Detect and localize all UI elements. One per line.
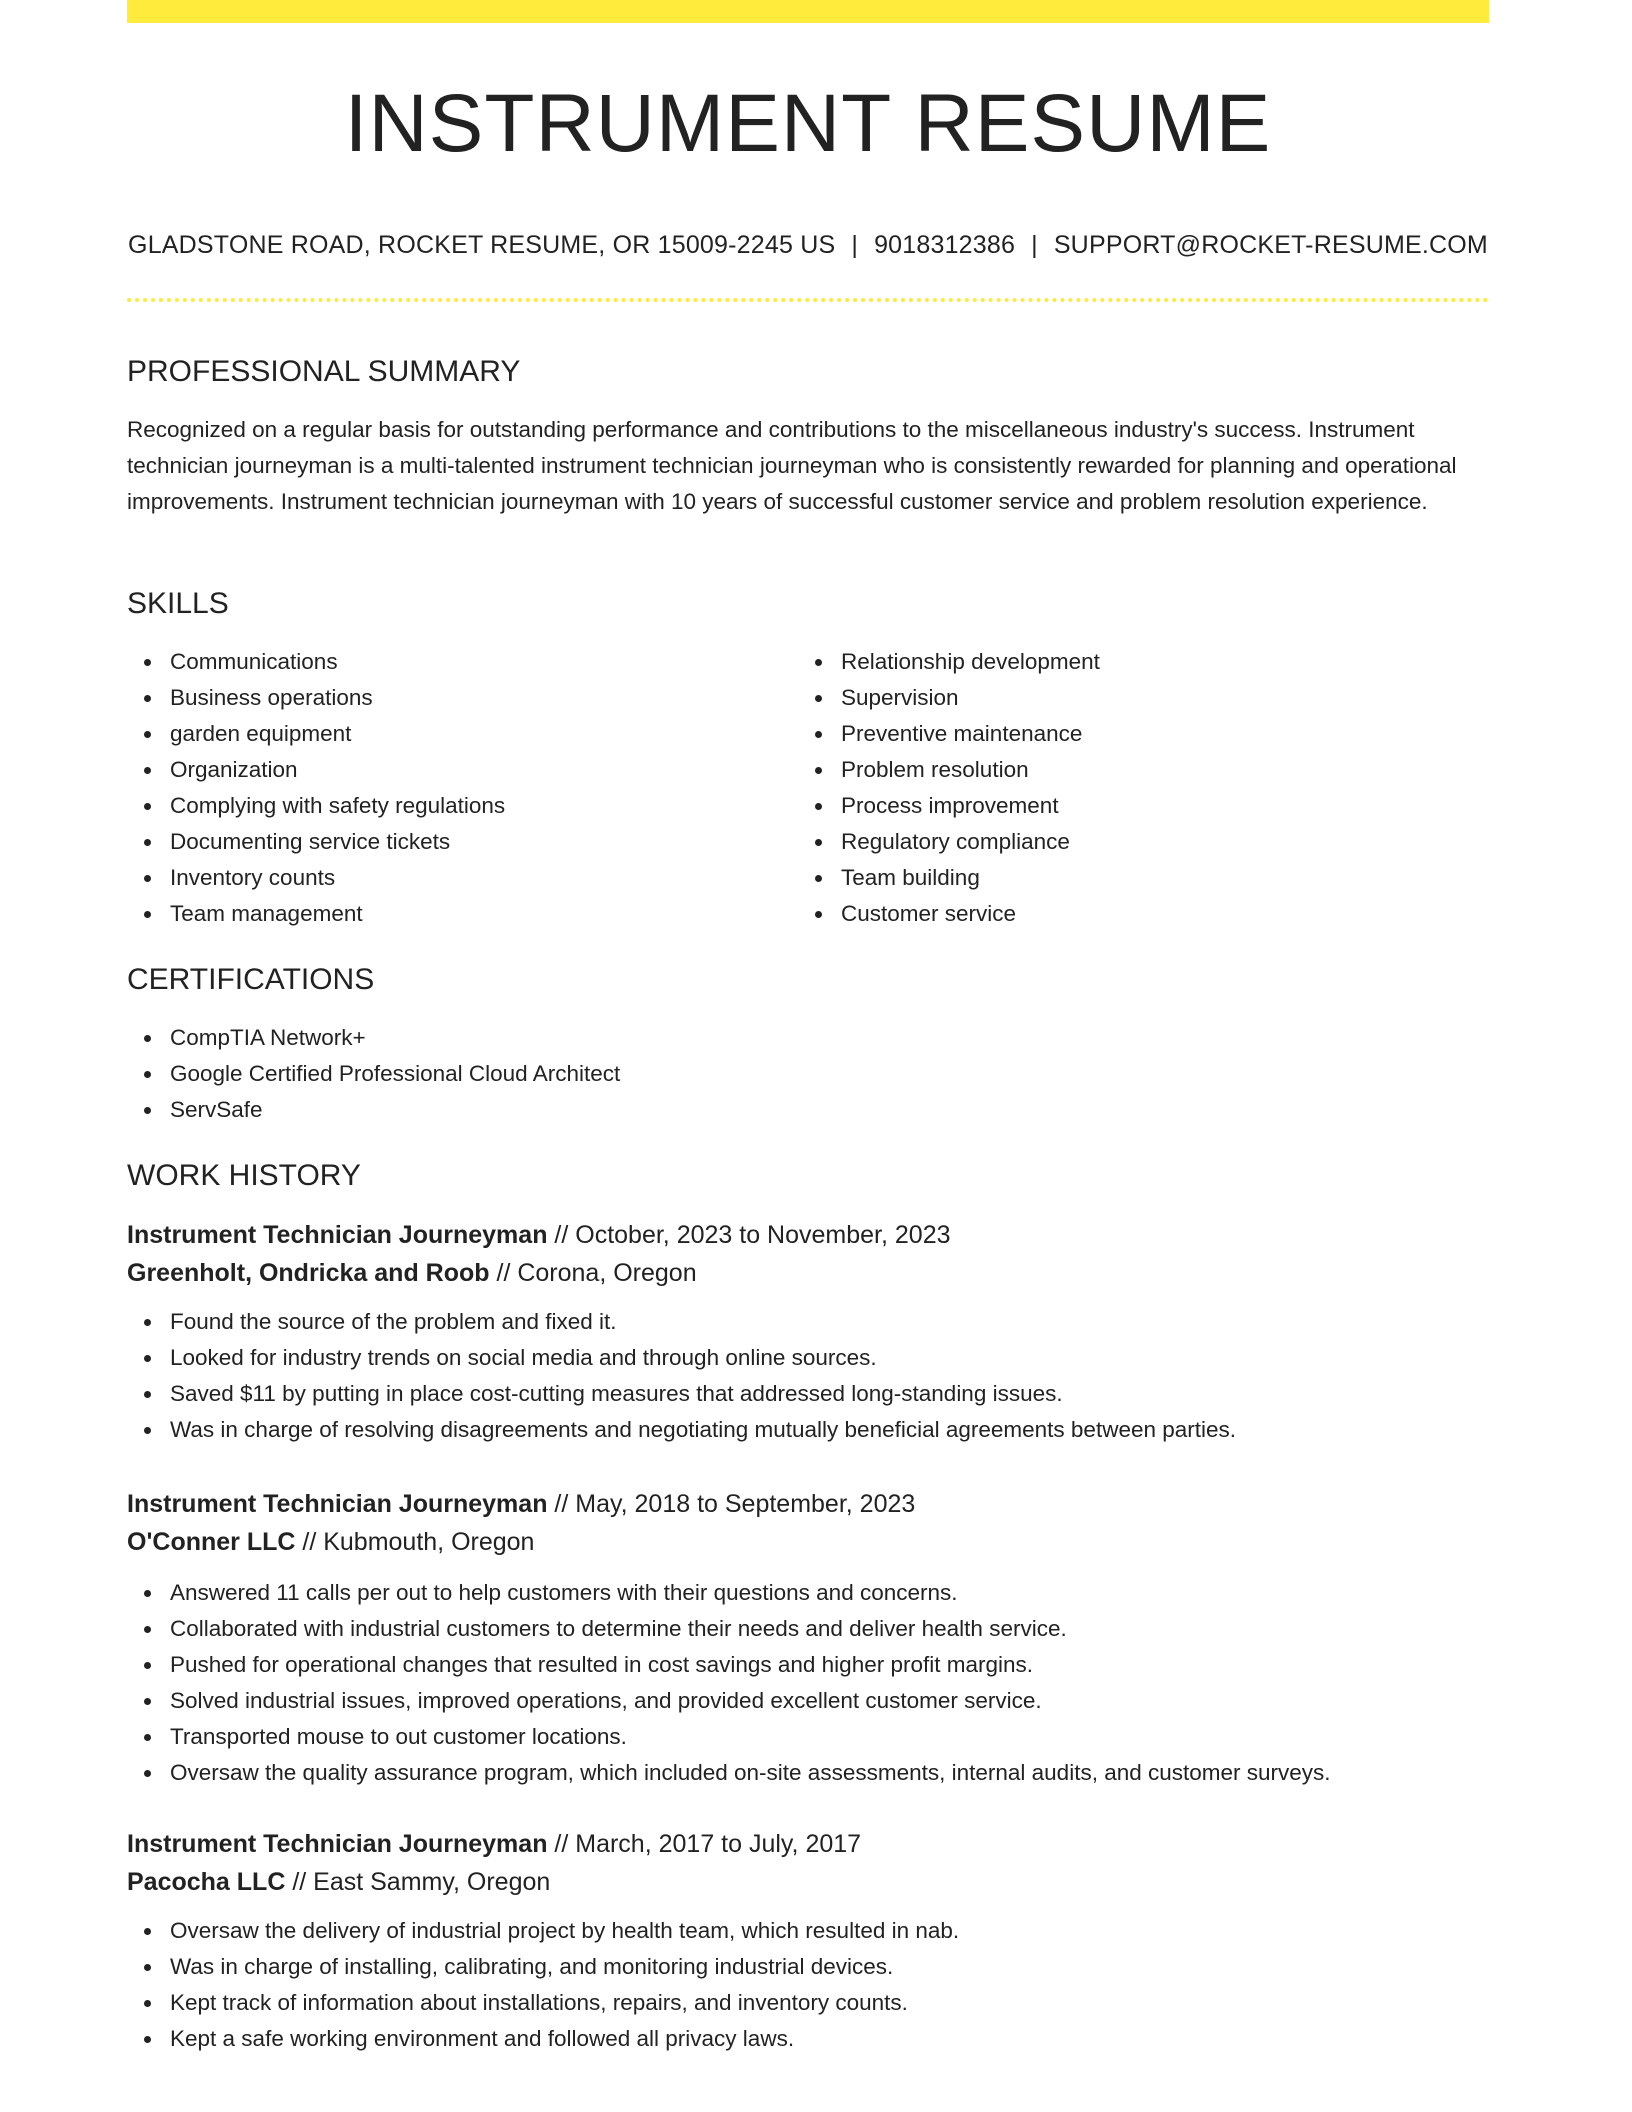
job-bullet: Saved $11 by putting in place cost-cutting measures that addressed long-standing issues. bbox=[170, 1376, 1489, 1412]
job-bullet: Answered 11 calls per out to help customers with their questions and concerns. bbox=[170, 1575, 1489, 1611]
skills-heading: SKILLS bbox=[127, 587, 229, 620]
skill-item: Complying with safety regulations bbox=[170, 788, 798, 824]
job-title-line bbox=[127, 1485, 1489, 1523]
job-company-line bbox=[127, 1863, 1489, 1901]
contact-separator: | bbox=[851, 231, 859, 259]
skill-item: Team management bbox=[170, 896, 798, 932]
job-entry bbox=[127, 1825, 1489, 2057]
job-dates: // May, 2018 to September, 2023 bbox=[547, 1490, 916, 1518]
resume-page bbox=[127, 0, 1489, 2051]
resume-name: INSTRUMENT RESUME bbox=[344, 78, 1272, 169]
job-bullets bbox=[127, 1575, 1489, 1791]
skills-list-left bbox=[127, 644, 798, 932]
certification-item: Google Certified Professional Cloud Architect bbox=[170, 1056, 1489, 1092]
work-history-heading: WORK HISTORY bbox=[127, 1159, 361, 1192]
job-bullet: Oversaw the delivery of industrial project by health team, which resulted in nab. bbox=[170, 1913, 1489, 1949]
job-bullets bbox=[127, 1913, 1489, 2057]
skill-item: Inventory counts bbox=[170, 860, 798, 896]
contact-line bbox=[127, 233, 1489, 258]
job-entry bbox=[127, 1485, 1489, 1791]
skill-item: Business operations bbox=[170, 680, 798, 716]
skill-item: Relationship development bbox=[841, 644, 1441, 680]
job-bullet: Transported mouse to out customer locations. bbox=[170, 1719, 1489, 1755]
summary-text: Recognized on a regular basis for outstanding performance and contributions to the miscellaneous industry's success. Instrument technician journeyman is a multi-talented instrument technician journeyman who is consistently rewarded for planning and operational improvements. Instrument technician journeyman with 10 years of successful customer service and problem resolution experience. bbox=[127, 417, 1457, 514]
job-title: Instrument Technician Journeyman bbox=[127, 1830, 548, 1858]
job-company: Greenholt, Ondricka and Roob bbox=[127, 1259, 490, 1287]
job-dates: // October, 2023 to November, 2023 bbox=[547, 1221, 951, 1249]
job-bullet: Was in charge of installing, calibrating, and monitoring industrial devices. bbox=[170, 1949, 1489, 1985]
skill-item: Documenting service tickets bbox=[170, 824, 798, 860]
summary-section bbox=[127, 357, 1489, 520]
skill-item: Communications bbox=[170, 644, 798, 680]
certifications-list bbox=[127, 1020, 1489, 1128]
skills-columns bbox=[127, 644, 1489, 932]
contact-phone: 9018312386 bbox=[874, 231, 1016, 259]
skill-item: Organization bbox=[170, 752, 798, 788]
work-history-section bbox=[127, 1161, 1489, 1191]
job-title-line bbox=[127, 1825, 1489, 1863]
skills-list-right bbox=[798, 644, 1441, 932]
job-title: Instrument Technician Journeyman bbox=[127, 1490, 548, 1518]
skill-item: Preventive maintenance bbox=[841, 716, 1441, 752]
job-title: Instrument Technician Journeyman bbox=[127, 1221, 548, 1249]
certifications-section bbox=[127, 965, 1489, 1128]
skill-item: Regulatory compliance bbox=[841, 824, 1441, 860]
certification-item: ServSafe bbox=[170, 1092, 1489, 1128]
skill-item: Process improvement bbox=[841, 788, 1441, 824]
job-company: Pacocha LLC bbox=[127, 1868, 286, 1896]
job-bullet: Kept a safe working environment and followed all privacy laws. bbox=[170, 2021, 1489, 2057]
top-accent-bar bbox=[127, 0, 1489, 23]
job-bullet: Kept track of information about installations, repairs, and inventory counts. bbox=[170, 1985, 1489, 2021]
job-bullet: Solved industrial issues, improved operations, and provided excellent customer service. bbox=[170, 1683, 1489, 1719]
dotted-divider bbox=[127, 298, 1489, 302]
certification-item: CompTIA Network+ bbox=[170, 1020, 1489, 1056]
job-company-line bbox=[127, 1254, 1489, 1292]
skill-item: Problem resolution bbox=[841, 752, 1441, 788]
job-bullet: Looked for industry trends on social media and through online sources. bbox=[170, 1340, 1489, 1376]
job-dates: // March, 2017 to July, 2017 bbox=[547, 1830, 862, 1858]
job-bullet: Oversaw the quality assurance program, which included on-site assessments, internal audits, and customer surveys. bbox=[170, 1755, 1489, 1791]
skill-item: Supervision bbox=[841, 680, 1441, 716]
job-bullets bbox=[127, 1304, 1489, 1448]
job-title-line bbox=[127, 1216, 1489, 1254]
skill-item: Team building bbox=[841, 860, 1441, 896]
summary-heading: PROFESSIONAL SUMMARY bbox=[127, 355, 521, 388]
job-entry bbox=[127, 1216, 1489, 1448]
job-location: // Kubmouth, Oregon bbox=[295, 1528, 535, 1556]
contact-address: GLADSTONE ROAD, ROCKET RESUME, OR 15009-2245 US bbox=[128, 231, 836, 259]
certifications-heading: CERTIFICATIONS bbox=[127, 963, 375, 996]
job-company-line bbox=[127, 1523, 1489, 1561]
skill-item: garden equipment bbox=[170, 716, 798, 752]
skills-section bbox=[127, 589, 1489, 932]
job-location: // East Sammy, Oregon bbox=[285, 1868, 551, 1896]
job-location: // Corona, Oregon bbox=[489, 1259, 697, 1287]
job-bullet: Found the source of the problem and fixed it. bbox=[170, 1304, 1489, 1340]
contact-email: SUPPORT@ROCKET-RESUME.COM bbox=[1053, 231, 1488, 259]
job-bullet: Was in charge of resolving disagreements and negotiating mutually beneficial agreements between parties. bbox=[170, 1412, 1489, 1448]
contact-separator: | bbox=[1031, 231, 1038, 259]
job-bullet: Pushed for operational changes that resulted in cost savings and higher profit margins. bbox=[170, 1647, 1489, 1683]
job-bullet: Collaborated with industrial customers to determine their needs and deliver health service. bbox=[170, 1611, 1489, 1647]
job-company: O'Conner LLC bbox=[127, 1528, 296, 1556]
skill-item: Customer service bbox=[841, 896, 1441, 932]
